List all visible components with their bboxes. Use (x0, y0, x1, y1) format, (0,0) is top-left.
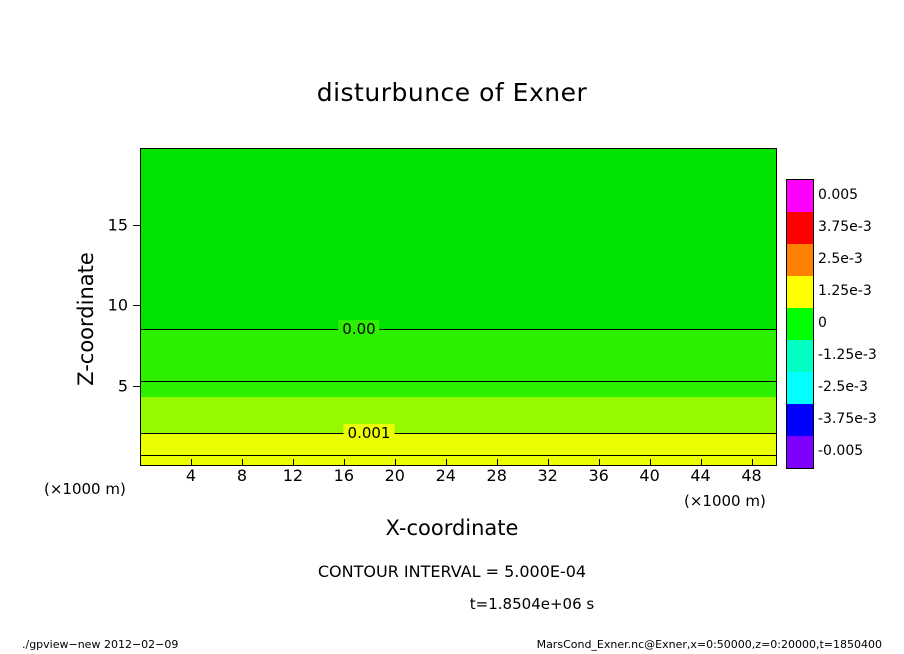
contour-line-0001 (141, 433, 776, 434)
x-tick-mark (548, 459, 549, 466)
y-tick-mark (133, 225, 140, 226)
field-band-bottom (141, 433, 776, 466)
x-tick-label: 8 (236, 466, 247, 485)
x-tick-mark (191, 459, 192, 466)
contour-label-zero: 0.00 (338, 320, 379, 338)
colorbar-cell (787, 212, 813, 244)
colorbar-tick-label: -1.25e-3 (818, 347, 877, 363)
x-tick-mark (701, 459, 702, 466)
y-tick-mark (133, 305, 140, 306)
contour-line-minor-1 (141, 381, 776, 382)
colorbar-tick-label: 3.75e-3 (818, 219, 872, 235)
time-annotation: t=1.8504e+06 s (469, 595, 595, 613)
field-band-upper (141, 149, 776, 329)
colorbar-cell (787, 372, 813, 404)
colorbar-cell (787, 404, 813, 436)
x-tick-mark (650, 459, 651, 466)
x-tick-mark (599, 459, 600, 466)
x-tick-label: 48 (741, 466, 762, 485)
colorbar-tick-label: 2.5e-3 (818, 251, 863, 267)
contour-line-minor-2 (141, 455, 776, 456)
colorbar-cell (787, 308, 813, 340)
x-tick-mark (344, 459, 345, 466)
x-tick-mark (446, 459, 447, 466)
colorbar-cell (787, 244, 813, 276)
footer-left-text: ./gpview−new 2012−02−09 (22, 638, 179, 651)
x-tick-label: 24 (435, 466, 456, 485)
y-tick-label: 10 (107, 295, 128, 315)
colorbar-tick-label: -2.5e-3 (818, 379, 868, 395)
y-tick-mark (133, 386, 140, 387)
x-tick-label: 44 (690, 466, 711, 485)
colorbar-cell (787, 340, 813, 372)
y-tick-label: 5 (117, 376, 128, 396)
x-tick-label: 28 (486, 466, 507, 485)
x-tick-mark (293, 459, 294, 466)
colorbar-tick-label: -0.005 (818, 443, 864, 459)
x-tick-mark (497, 459, 498, 466)
x-tick-label: 36 (588, 466, 609, 485)
colorbar (786, 179, 814, 469)
contour-interval-text: CONTOUR INTERVAL = 5.000E-04 (317, 562, 587, 581)
contour-line-zero (141, 329, 776, 330)
x-axis-unit-left: (×1000 m) (44, 480, 126, 498)
x-tick-label: 12 (282, 466, 304, 485)
plot-area (140, 148, 777, 466)
colorbar-cell (787, 276, 813, 308)
colorbar-cell (787, 436, 813, 468)
y-tick-label: 15 (107, 215, 128, 235)
x-axis-label: X-coordinate (385, 516, 519, 540)
footer-right-text: MarsCond_Exner.nc@Exner,x=0:50000,z=0:20000,t=1850400 (536, 638, 882, 651)
x-tick-mark (395, 459, 396, 466)
x-tick-label: 16 (333, 466, 354, 485)
y-axis-label: Z-coordinate (74, 252, 98, 386)
field-band-mid (141, 329, 776, 397)
field-band-lower (141, 397, 776, 433)
x-tick-label: 32 (537, 466, 558, 485)
page-title: disturbunce of Exner (316, 78, 588, 107)
contour-label-0001: 0.001 (344, 424, 395, 442)
colorbar-tick-label: 0 (818, 315, 827, 331)
x-tick-mark (242, 459, 243, 466)
colorbar-cell (787, 180, 813, 212)
x-tick-label: 40 (639, 466, 660, 485)
colorbar-tick-label: 1.25e-3 (818, 283, 872, 299)
colorbar-tick-label: 0.005 (818, 187, 859, 203)
x-axis-unit-right: (×1000 m) (684, 492, 766, 510)
colorbar-tick-label: -3.75e-3 (818, 411, 877, 427)
x-tick-mark (752, 459, 753, 466)
x-tick-label: 4 (185, 466, 197, 485)
x-tick-label: 20 (384, 466, 405, 485)
